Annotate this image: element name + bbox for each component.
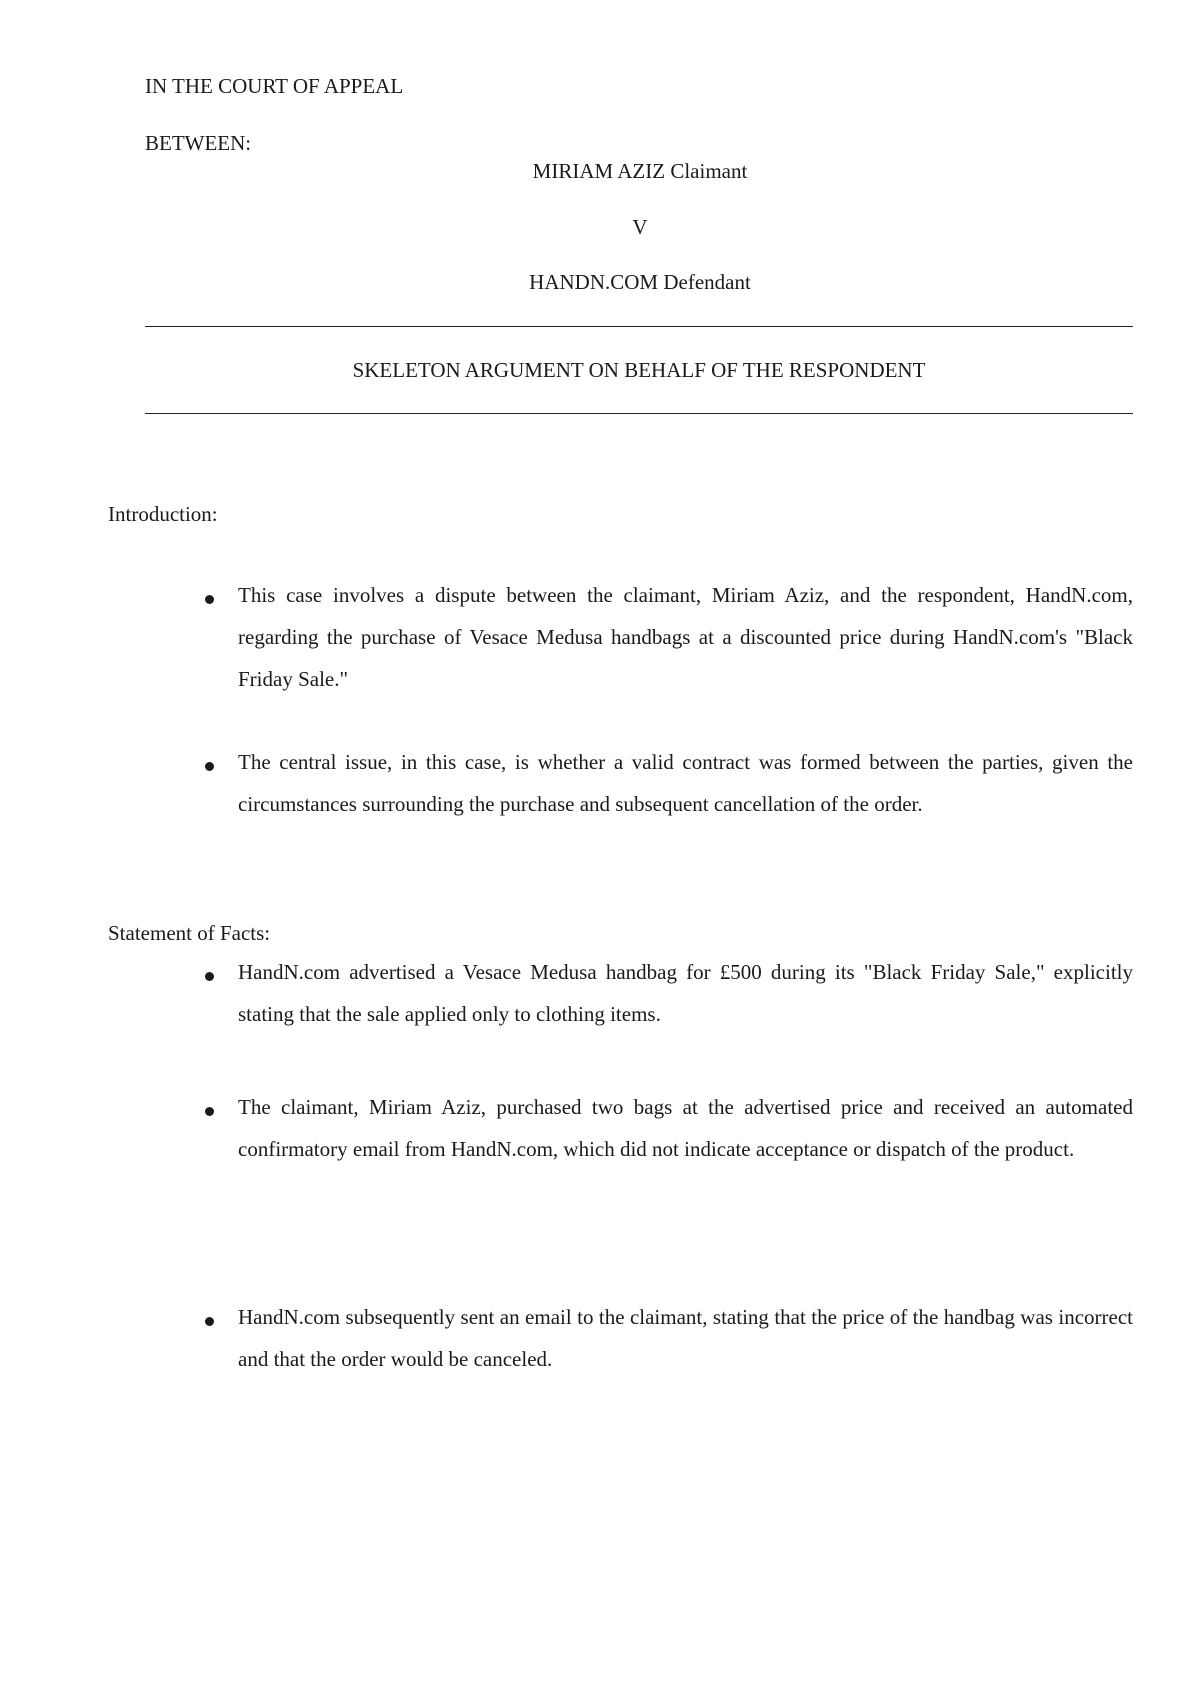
- list-item-text: This case involves a dispute between the claimant, Miriam Aziz, and the respondent, HandN.com, regarding the purchase of Vesace Medusa handbags at a discounted price during HandN.com's "Black Friday Sale.": [238, 583, 1133, 691]
- document-title: SKELETON ARGUMENT ON BEHALF OF THE RESPONDENT: [352, 358, 926, 382]
- claimant-line: MIRIAM AZIZ Claimant: [532, 159, 748, 183]
- list-item-text: The central issue, in this case, is whether a valid contract was formed between the parties, given the circumstances surrounding the purchase and subsequent cancellation of the order.: [238, 750, 1133, 816]
- title-rule-top: [145, 326, 1133, 327]
- between-label: BETWEEN:: [145, 131, 252, 155]
- bullet-icon: [205, 1107, 214, 1116]
- defendant-line: HANDN.COM Defendant: [529, 270, 751, 294]
- title-rule-bottom: [145, 413, 1133, 414]
- bullet-icon: [205, 762, 214, 771]
- introduction-heading: Introduction:: [108, 502, 218, 526]
- list-item-text: HandN.com subsequently sent an email to the claimant, stating that the price of the handbag was incorrect and that the order would be canceled.: [238, 1305, 1133, 1371]
- bullet-icon: [205, 972, 214, 981]
- court-name: IN THE COURT OF APPEAL: [145, 74, 404, 98]
- list-item-text: The claimant, Miriam Aziz, purchased two bags at the advertised price and received an automated confirmatory email from HandN.com, which did not indicate acceptance or dispatch of the product.: [238, 1095, 1133, 1161]
- bullet-icon: [205, 595, 214, 604]
- facts-heading: Statement of Facts:: [108, 921, 271, 945]
- list-item-text: HandN.com advertised a Vesace Medusa handbag for £500 during its "Black Friday Sale," explicitly stating that the sale applied only to clothing items.: [238, 960, 1133, 1026]
- bullet-icon: [205, 1317, 214, 1326]
- versus-line: V: [632, 215, 648, 239]
